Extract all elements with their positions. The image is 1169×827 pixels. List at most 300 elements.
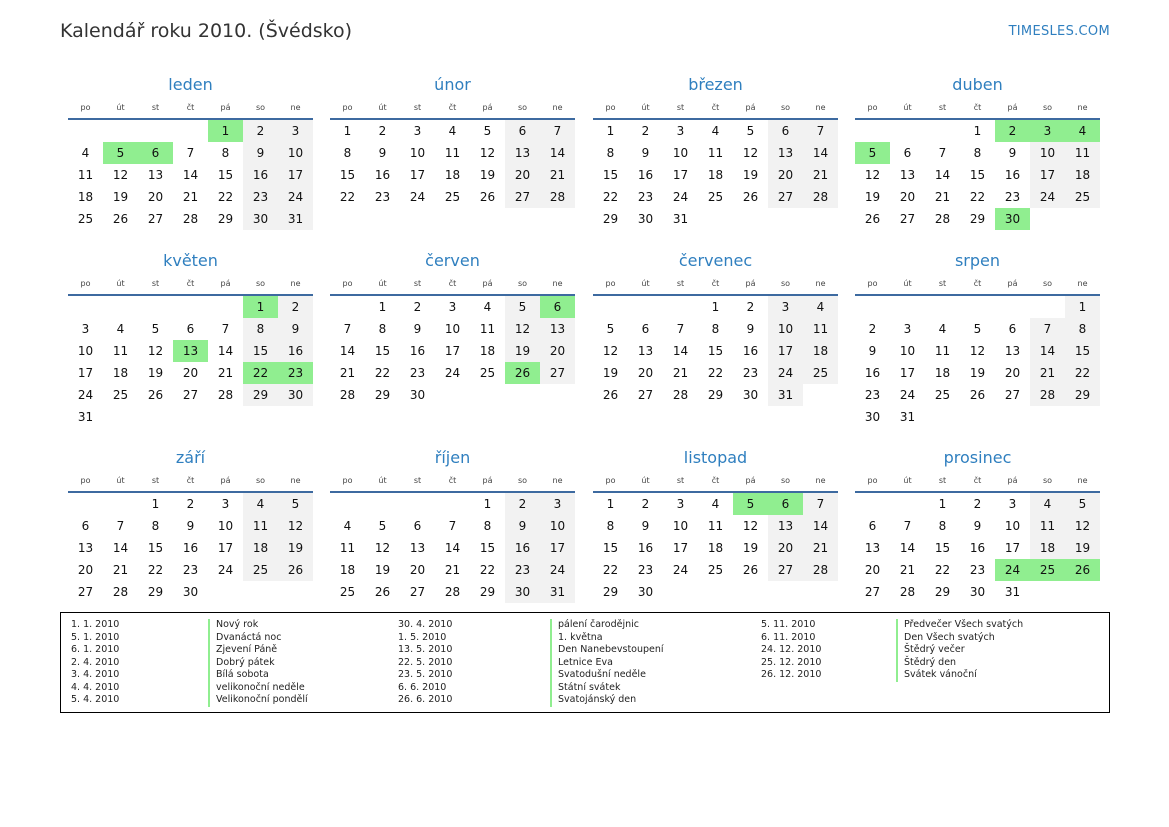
day-cell: 18 [707, 541, 724, 555]
day-cell: 29 [374, 388, 391, 402]
legend-names-column [896, 619, 1023, 682]
weekday-label: so [780, 476, 791, 485]
day-cell: 3 [221, 497, 230, 511]
day-cell: 30 [637, 585, 654, 599]
holiday-date: 22. 5. 2010 [398, 656, 453, 668]
holiday-day: 6 [540, 296, 575, 318]
empty-cell [890, 120, 925, 142]
day-cell: 24 [1030, 186, 1065, 208]
day-cell: 9 [746, 322, 755, 336]
day-cell: 8 [606, 146, 615, 160]
day-cell: 21 [339, 366, 356, 380]
holiday-date: 4. 4. 2010 [71, 681, 120, 693]
holiday-name: Nový rok [208, 619, 308, 632]
holiday-date: 6. 6. 2010 [398, 681, 447, 693]
weekday-label: po [605, 103, 616, 112]
day-cell: 10 [768, 318, 803, 340]
day-cell: 3 [540, 493, 575, 515]
weekday-label: so [780, 103, 791, 112]
empty-cell [925, 296, 960, 318]
holiday-name: velikonoční neděle [208, 682, 308, 695]
day-cell: 28 [803, 186, 838, 208]
day-cell: 2 [973, 497, 982, 511]
day-cell: 20 [147, 190, 164, 204]
weekday-label: po [80, 279, 91, 288]
weekday-label: ne [815, 279, 826, 288]
weekday-label: út [641, 476, 650, 485]
day-cell: 21 [899, 563, 916, 577]
page-title: Kalendář roku 2010. (Švédsko) [60, 20, 353, 42]
month-prosinec [855, 445, 1100, 603]
weekday-label: pá [1007, 279, 1018, 288]
weekday-label: so [517, 279, 528, 288]
weekday-label: út [641, 103, 650, 112]
empty-cell [330, 296, 365, 318]
day-cell: 18 [77, 190, 94, 204]
day-cell: 24 [672, 563, 689, 577]
day-cell: 21 [803, 164, 838, 186]
day-cell: 30 [864, 410, 881, 424]
day-grid [855, 120, 1100, 230]
holiday-day: 2 [995, 120, 1030, 142]
weekday-header [330, 471, 575, 493]
day-cell: 2 [378, 124, 387, 138]
day-grid [68, 493, 313, 603]
day-cell: 12 [479, 146, 496, 160]
holiday-date: 6. 11. 2010 [761, 631, 816, 643]
weekday-label: ne [1077, 103, 1088, 112]
weekday-label: čt [711, 279, 720, 288]
site-link[interactable]: TIMESLES.COM [1008, 24, 1110, 39]
legend-dates-column [761, 619, 821, 682]
day-cell: 3 [278, 120, 313, 142]
weekday-label: po [342, 476, 353, 485]
holiday-name: Svatojánský den [550, 694, 664, 707]
day-cell: 16 [864, 366, 881, 380]
day-cell: 25 [339, 585, 356, 599]
day-cell: 18 [479, 344, 496, 358]
weekday-label: út [116, 476, 125, 485]
day-cell: 20 [505, 164, 540, 186]
day-cell: 20 [77, 563, 94, 577]
weekday-label: út [116, 279, 125, 288]
day-cell: 11 [444, 146, 461, 160]
day-cell: 14 [672, 344, 689, 358]
day-cell: 11 [1030, 515, 1065, 537]
weekday-label: st [413, 103, 422, 112]
day-cell: 10 [672, 146, 689, 160]
day-cell: 4 [711, 497, 720, 511]
day-cell: 7 [540, 120, 575, 142]
weekday-label: ne [290, 103, 301, 112]
day-cell: 2 [243, 120, 278, 142]
day-cell: 9 [1008, 146, 1017, 160]
holiday-date: 6. 1. 2010 [71, 644, 120, 655]
day-cell: 31 [540, 581, 575, 603]
empty-cell [1030, 296, 1065, 318]
empty-cell [890, 296, 925, 318]
day-cell: 15 [602, 541, 619, 555]
weekday-label: čt [448, 476, 457, 485]
day-cell: 23 [374, 190, 391, 204]
day-cell: 11 [1065, 142, 1100, 164]
holiday-day: 22 [243, 362, 278, 384]
day-cell: 31 [768, 384, 803, 406]
holiday-day: 5 [855, 142, 890, 164]
month-srpen [855, 248, 1100, 428]
weekday-label: so [1042, 279, 1053, 288]
day-cell: 26 [147, 388, 164, 402]
day-cell: 14 [934, 168, 951, 182]
weekday-label: ne [815, 103, 826, 112]
day-cell: 6 [81, 519, 90, 533]
day-cell: 2 [868, 322, 877, 336]
day-cell: 28 [444, 585, 461, 599]
day-cell: 31 [278, 208, 313, 230]
day-cell: 4 [448, 124, 457, 138]
day-cell: 5 [746, 124, 755, 138]
day-cell: 9 [505, 515, 540, 537]
day-cell: 30 [969, 585, 986, 599]
day-cell: 19 [864, 190, 881, 204]
day-cell: 18 [803, 340, 838, 362]
day-cell: 11 [934, 344, 951, 358]
holiday-name: Štědrý večer [896, 644, 1023, 657]
month-leden [68, 72, 313, 230]
day-cell: 24 [77, 388, 94, 402]
day-cell: 25 [479, 366, 496, 380]
weekday-header [68, 98, 313, 120]
empty-cell [593, 296, 628, 318]
holiday-name: Zjevení Páně [208, 644, 308, 657]
month-říjen [330, 445, 575, 603]
weekday-label: út [641, 279, 650, 288]
holiday-day: 5 [103, 142, 138, 164]
day-cell: 29 [934, 585, 951, 599]
day-cell: 5 [505, 296, 540, 318]
holiday-date: 25. 12. 2010 [761, 656, 822, 668]
day-cell: 8 [151, 519, 160, 533]
empty-cell [138, 120, 173, 142]
weekday-label: pá [482, 103, 493, 112]
day-cell: 14 [339, 344, 356, 358]
day-cell: 6 [768, 120, 803, 142]
day-cell: 16 [374, 168, 391, 182]
empty-cell [330, 493, 365, 515]
day-cell: 29 [707, 388, 724, 402]
day-cell: 21 [540, 164, 575, 186]
day-cell: 11 [339, 541, 356, 555]
day-cell: 22 [147, 563, 164, 577]
day-cell: 8 [1065, 318, 1100, 340]
day-cell: 14 [803, 515, 838, 537]
month-březen [593, 72, 838, 230]
day-cell: 4 [1030, 493, 1065, 515]
month-name: leden [168, 75, 213, 94]
day-cell: 5 [973, 322, 982, 336]
day-cell: 1 [973, 124, 982, 138]
day-cell: 13 [409, 541, 426, 555]
day-cell: 4 [711, 124, 720, 138]
holiday-day: 1 [208, 120, 243, 142]
day-cell: 27 [768, 559, 803, 581]
holiday-date: 2. 4. 2010 [71, 656, 120, 668]
weekday-header [593, 471, 838, 493]
day-cell: 3 [448, 300, 457, 314]
legend-names-column [208, 619, 308, 707]
weekday-label: ne [552, 279, 563, 288]
day-grid [593, 493, 838, 603]
day-cell: 9 [243, 142, 278, 164]
day-cell: 16 [505, 537, 540, 559]
day-cell: 25 [803, 362, 838, 384]
day-cell: 30 [409, 388, 426, 402]
empty-cell [855, 296, 890, 318]
day-cell: 19 [742, 168, 759, 182]
holiday-name: Bílá sobota [208, 669, 308, 682]
day-cell: 13 [899, 168, 916, 182]
weekday-label: so [255, 279, 266, 288]
day-cell: 11 [479, 322, 496, 336]
day-cell: 22 [374, 366, 391, 380]
day-cell: 20 [637, 366, 654, 380]
holiday-date: 5. 4. 2010 [71, 694, 120, 705]
day-cell: 26 [742, 563, 759, 577]
empty-cell [103, 296, 138, 318]
day-cell: 14 [803, 142, 838, 164]
day-cell: 4 [483, 300, 492, 314]
day-cell: 16 [637, 541, 654, 555]
holiday-day: 26 [1065, 559, 1100, 581]
weekday-label: st [151, 103, 160, 112]
day-cell: 25 [77, 212, 94, 226]
weekday-label: pá [745, 279, 756, 288]
weekday-label: ne [1077, 279, 1088, 288]
holiday-date: 5. 1. 2010 [71, 631, 120, 643]
holiday-date: 26. 6. 2010 [398, 694, 453, 705]
day-cell: 29 [243, 384, 278, 406]
weekday-label: út [378, 279, 387, 288]
day-cell: 18 [339, 563, 356, 577]
day-cell: 28 [672, 388, 689, 402]
weekday-header [855, 471, 1100, 493]
day-cell: 15 [602, 168, 619, 182]
day-cell: 10 [444, 322, 461, 336]
day-cell: 19 [602, 366, 619, 380]
day-cell: 9 [641, 146, 650, 160]
day-cell: 8 [973, 146, 982, 160]
day-cell: 10 [278, 142, 313, 164]
day-cell: 13 [540, 318, 575, 340]
day-cell: 14 [899, 541, 916, 555]
holiday-name: Den Všech svatých [896, 632, 1023, 645]
weekday-label: po [605, 279, 616, 288]
day-cell: 14 [540, 142, 575, 164]
empty-cell [173, 296, 208, 318]
day-cell: 31 [1004, 585, 1021, 599]
day-cell: 21 [1030, 362, 1065, 384]
day-cell: 14 [217, 344, 234, 358]
day-cell: 30 [182, 585, 199, 599]
weekday-header [855, 98, 1100, 120]
day-cell: 24 [278, 186, 313, 208]
day-cell: 27 [77, 585, 94, 599]
day-cell: 11 [112, 344, 129, 358]
day-cell: 13 [147, 168, 164, 182]
weekday-label: po [80, 103, 91, 112]
weekday-header [593, 98, 838, 120]
day-cell: 15 [479, 541, 496, 555]
day-cell: 23 [505, 559, 540, 581]
day-grid [855, 296, 1100, 428]
day-cell: 28 [112, 585, 129, 599]
day-cell: 23 [182, 563, 199, 577]
day-cell: 16 [409, 344, 426, 358]
day-cell: 22 [602, 563, 619, 577]
day-cell: 19 [505, 340, 540, 362]
day-cell: 23 [864, 388, 881, 402]
day-cell: 8 [343, 146, 352, 160]
weekday-label: čt [973, 103, 982, 112]
day-cell: 3 [676, 124, 685, 138]
holiday-name: Státní svátek [550, 682, 664, 695]
day-cell: 19 [278, 537, 313, 559]
day-cell: 8 [483, 519, 492, 533]
empty-cell [400, 493, 435, 515]
weekday-label: čt [448, 279, 457, 288]
holiday-date: 5. 11. 2010 [761, 619, 816, 630]
holiday-name: pálení čarodějnic [550, 619, 664, 632]
day-cell: 20 [864, 563, 881, 577]
day-cell: 21 [934, 190, 951, 204]
day-cell: 22 [479, 563, 496, 577]
holiday-name: 1. května [550, 632, 664, 645]
weekday-label: čt [973, 279, 982, 288]
month-name: listopad [683, 448, 748, 467]
day-cell: 19 [479, 168, 496, 182]
day-cell: 21 [217, 366, 234, 380]
empty-cell [663, 296, 698, 318]
month-name: prosinec [943, 448, 1012, 467]
weekday-label: st [676, 476, 685, 485]
weekday-label: so [517, 476, 528, 485]
weekday-header [855, 274, 1100, 296]
empty-cell [365, 493, 400, 515]
day-cell: 20 [768, 164, 803, 186]
empty-cell [103, 120, 138, 142]
day-cell: 4 [803, 296, 838, 318]
day-cell: 12 [374, 541, 391, 555]
day-cell: 24 [540, 559, 575, 581]
holiday-day: 25 [1030, 559, 1065, 581]
day-cell: 22 [1065, 362, 1100, 384]
holiday-day: 26 [505, 362, 540, 384]
day-cell: 20 [899, 190, 916, 204]
month-listopad [593, 445, 838, 603]
day-cell: 15 [217, 168, 234, 182]
weekday-label: pá [220, 279, 231, 288]
weekday-label: so [517, 103, 528, 112]
day-cell: 29 [217, 212, 234, 226]
empty-cell [68, 296, 103, 318]
day-cell: 15 [243, 340, 278, 362]
day-cell: 13 [768, 515, 803, 537]
day-cell: 24 [899, 388, 916, 402]
day-cell: 28 [934, 212, 951, 226]
empty-cell [208, 296, 243, 318]
day-cell: 22 [969, 190, 986, 204]
day-cell: 19 [147, 366, 164, 380]
weekday-label: čt [448, 103, 457, 112]
day-cell: 21 [112, 563, 129, 577]
day-cell: 17 [278, 164, 313, 186]
weekday-label: st [938, 279, 947, 288]
day-cell: 12 [742, 146, 759, 160]
day-cell: 28 [803, 559, 838, 581]
day-cell: 25 [707, 190, 724, 204]
weekday-label: po [867, 103, 878, 112]
weekday-header [68, 471, 313, 493]
day-cell: 11 [707, 146, 724, 160]
day-cell: 28 [339, 388, 356, 402]
empty-cell [855, 493, 890, 515]
holiday-date: 13. 5. 2010 [398, 644, 453, 655]
holiday-day: 1 [243, 296, 278, 318]
holiday-date: 24. 12. 2010 [761, 644, 822, 655]
month-name: červen [425, 251, 480, 270]
day-cell: 15 [374, 344, 391, 358]
month-červen [330, 248, 575, 406]
weekday-label: st [151, 279, 160, 288]
day-cell: 24 [768, 362, 803, 384]
day-cell: 12 [742, 519, 759, 533]
day-cell: 25 [243, 559, 278, 581]
day-cell: 4 [938, 322, 947, 336]
day-cell: 9 [378, 146, 387, 160]
empty-cell [628, 296, 663, 318]
day-cell: 6 [903, 146, 912, 160]
holiday-name: Štědrý den [896, 657, 1023, 670]
day-cell: 30 [243, 208, 278, 230]
holiday-day: 6 [768, 493, 803, 515]
day-grid [330, 493, 575, 603]
day-cell: 17 [409, 168, 426, 182]
month-name: červenec [678, 251, 753, 270]
day-cell: 17 [899, 366, 916, 380]
day-cell: 13 [864, 541, 881, 555]
day-cell: 14 [112, 541, 129, 555]
weekday-label: ne [815, 476, 826, 485]
day-cell: 10 [899, 344, 916, 358]
day-cell: 10 [672, 519, 689, 533]
holiday-legend [60, 612, 1110, 713]
holiday-date: 1. 1. 2010 [71, 619, 120, 630]
day-cell: 10 [217, 519, 234, 533]
holiday-day: 24 [995, 559, 1030, 581]
day-cell: 13 [1004, 344, 1021, 358]
weekday-label: čt [711, 476, 720, 485]
weekday-label: po [342, 103, 353, 112]
day-cell: 1 [483, 497, 492, 511]
day-cell: 10 [77, 344, 94, 358]
month-name: březen [688, 75, 743, 94]
day-cell: 5 [606, 322, 615, 336]
month-září [68, 445, 313, 603]
day-cell: 31 [77, 410, 94, 424]
day-cell: 24 [217, 563, 234, 577]
day-cell: 4 [116, 322, 125, 336]
weekday-label: st [676, 279, 685, 288]
